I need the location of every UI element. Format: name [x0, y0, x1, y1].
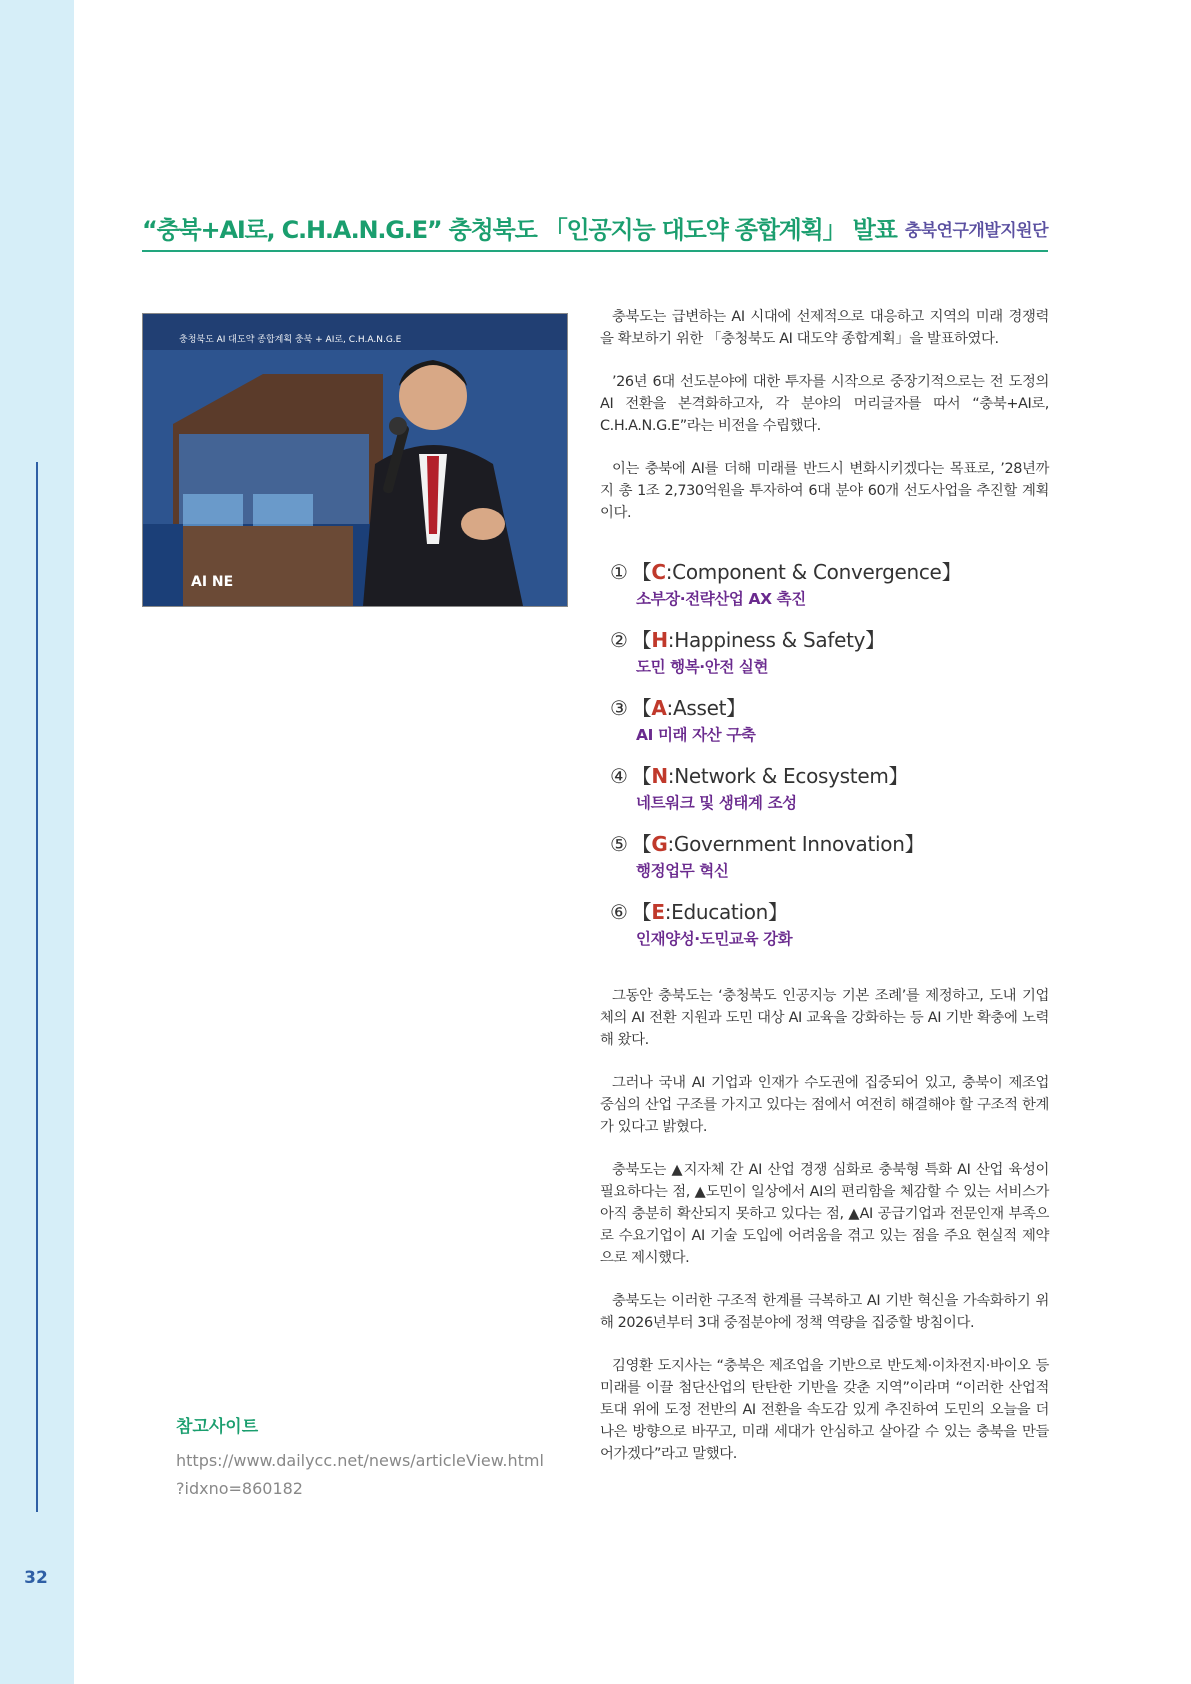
- speaker-photo-illustration: [143, 314, 567, 606]
- reference-title: 참고사이트: [176, 1417, 259, 1437]
- sidebar-section-label: [28, 140, 48, 470]
- article-header: [142, 206, 1048, 252]
- list-item: [610, 830, 1050, 898]
- change-list: [610, 558, 1050, 966]
- intro-paragraph: 충북도는 급변하는 AI 시대에 선제적으로 대응하고 지역의 미래 경쟁력을 확보하기 위한 「충청북도 AI 대도약 종합계획」을 발표하였다.: [600, 309, 1049, 347]
- article-photo: [142, 313, 568, 607]
- sidebar-divider: [36, 462, 38, 1512]
- page-number: 32: [24, 1568, 48, 1588]
- list-item: [610, 694, 1050, 762]
- intro-paragraph: 이는 충북에 AI를 더해 미래를 반드시 변화시키겠다는 목표로, ’28년까지 총 1조 2,730억원을 투자하여 6대 분야 60개 선도사업을 추진할 계획이다.: [600, 461, 1049, 521]
- podium-text: AI NE: [191, 574, 234, 590]
- body-paragraph: 충북도는 이러한 구조적 한계를 극복하고 AI 기반 혁신을 가속화하기 위해 2026년부터 3대 중점분야에 정책 역량을 집중할 방침이다.: [600, 1293, 1049, 1331]
- change-heading: ③ 【A:Asset】: [610, 696, 746, 720]
- intro-paragraph: ’26년 6대 선도분야에 대한 투자를 시작으로 중장기적으로는 전 도정의 AI 전환을 본격화하고자, 각 분야의 머리글자를 따서 “충북+AI로, C.H.A.N.G.E”라는 비전을 수립했다.: [600, 374, 1049, 434]
- body-paragraph: 김영환 도지사는 “충북은 제조업을 기반으로 반도체·이차전지·바이오 등 미래를 이끌 첨단산업의 탄탄한 기반을 갖춘 지역”이라며 “이러한 산업적 토대 위에 도정 전반의 AI 전환을 속도감 있게 추진하여 도민의 오늘을 더 나은 방향으로 바꾸고, 미래 세대가 안심하고 살아갈 수 있는 충북을 만들어가겠다”라고 말했다.: [600, 1358, 1049, 1462]
- change-subtitle: 소부장·전략산업 AX 촉진: [636, 590, 806, 608]
- body-column: [600, 985, 1049, 1486]
- change-heading: ② 【H:Happiness & Safety】: [610, 628, 885, 652]
- change-subtitle: 행정업무 혁신: [636, 862, 729, 880]
- body-paragraph: 충북도는 ▲지자체 간 AI 산업 경쟁 심화로 충북형 특화 AI 산업 육성이 필요하다는 점, ▲도민이 일상에서 AI의 편리함을 체감할 수 있는 서비스가 아직 충분히 확산되지 못하고 있다는 점, ▲AI 공급기업과 전문인재 부족으로 수요기업이 AI 기술 도입에 어려움을 겪고 있는 점을 주요 현실적 제약으로 제시했다.: [600, 1162, 1049, 1266]
- change-heading: ④ 【N:Network & Ecosystem】: [610, 764, 909, 788]
- body-paragraph: 그러나 국내 AI 기업과 인재가 수도권에 집중되어 있고, 충북이 제조업 중심의 산업 구조를 가지고 있다는 점에서 여전히 해결해야 할 구조적 한계가 있다고 밝혔다.: [600, 1075, 1049, 1135]
- reference-url-line1[interactable]: https://www.dailycc.net/news/articleView.html: [176, 1451, 544, 1470]
- change-subtitle: AI 미래 자산 구축: [636, 726, 756, 744]
- list-item: [610, 762, 1050, 830]
- reference-url-line2[interactable]: ?idxno=860182: [176, 1479, 303, 1498]
- intro-column: [600, 306, 1049, 545]
- article-title: “충북+AI로, C.H.A.N.G.E” 충청북도 「인공지능 대도약 종합계획」 발표: [142, 216, 897, 244]
- change-subtitle: 인재양성·도민교육 강화: [636, 930, 793, 948]
- list-item: [610, 626, 1050, 694]
- body-paragraph: 그동안 충북도는 ‘충청북도 인공지능 기본 조례’를 제정하고, 도내 기업체의 AI 전환 지원과 도민 대상 AI 교육을 강화하는 등 AI 기반 확충에 노력해 왔다.: [600, 988, 1049, 1048]
- article-organization: 충북연구개발지원단: [904, 221, 1048, 241]
- reference-section: [176, 1412, 566, 1503]
- change-heading: ① 【C:Component & Convergence】: [610, 560, 962, 584]
- change-heading: ⑥ 【E:Education】: [610, 900, 788, 924]
- change-subtitle: 네트워크 및 생태계 조성: [636, 794, 797, 812]
- change-heading: ⑤ 【G:Government Innovation】: [610, 832, 925, 856]
- list-item: [610, 898, 1050, 966]
- change-subtitle: 도민 행복·안전 실현: [636, 658, 769, 676]
- banner-text: 충청북도 AI 대도약 종합계획 충북 + AI로, C.H.A.N.G.E: [179, 335, 402, 345]
- list-item: [610, 558, 1050, 626]
